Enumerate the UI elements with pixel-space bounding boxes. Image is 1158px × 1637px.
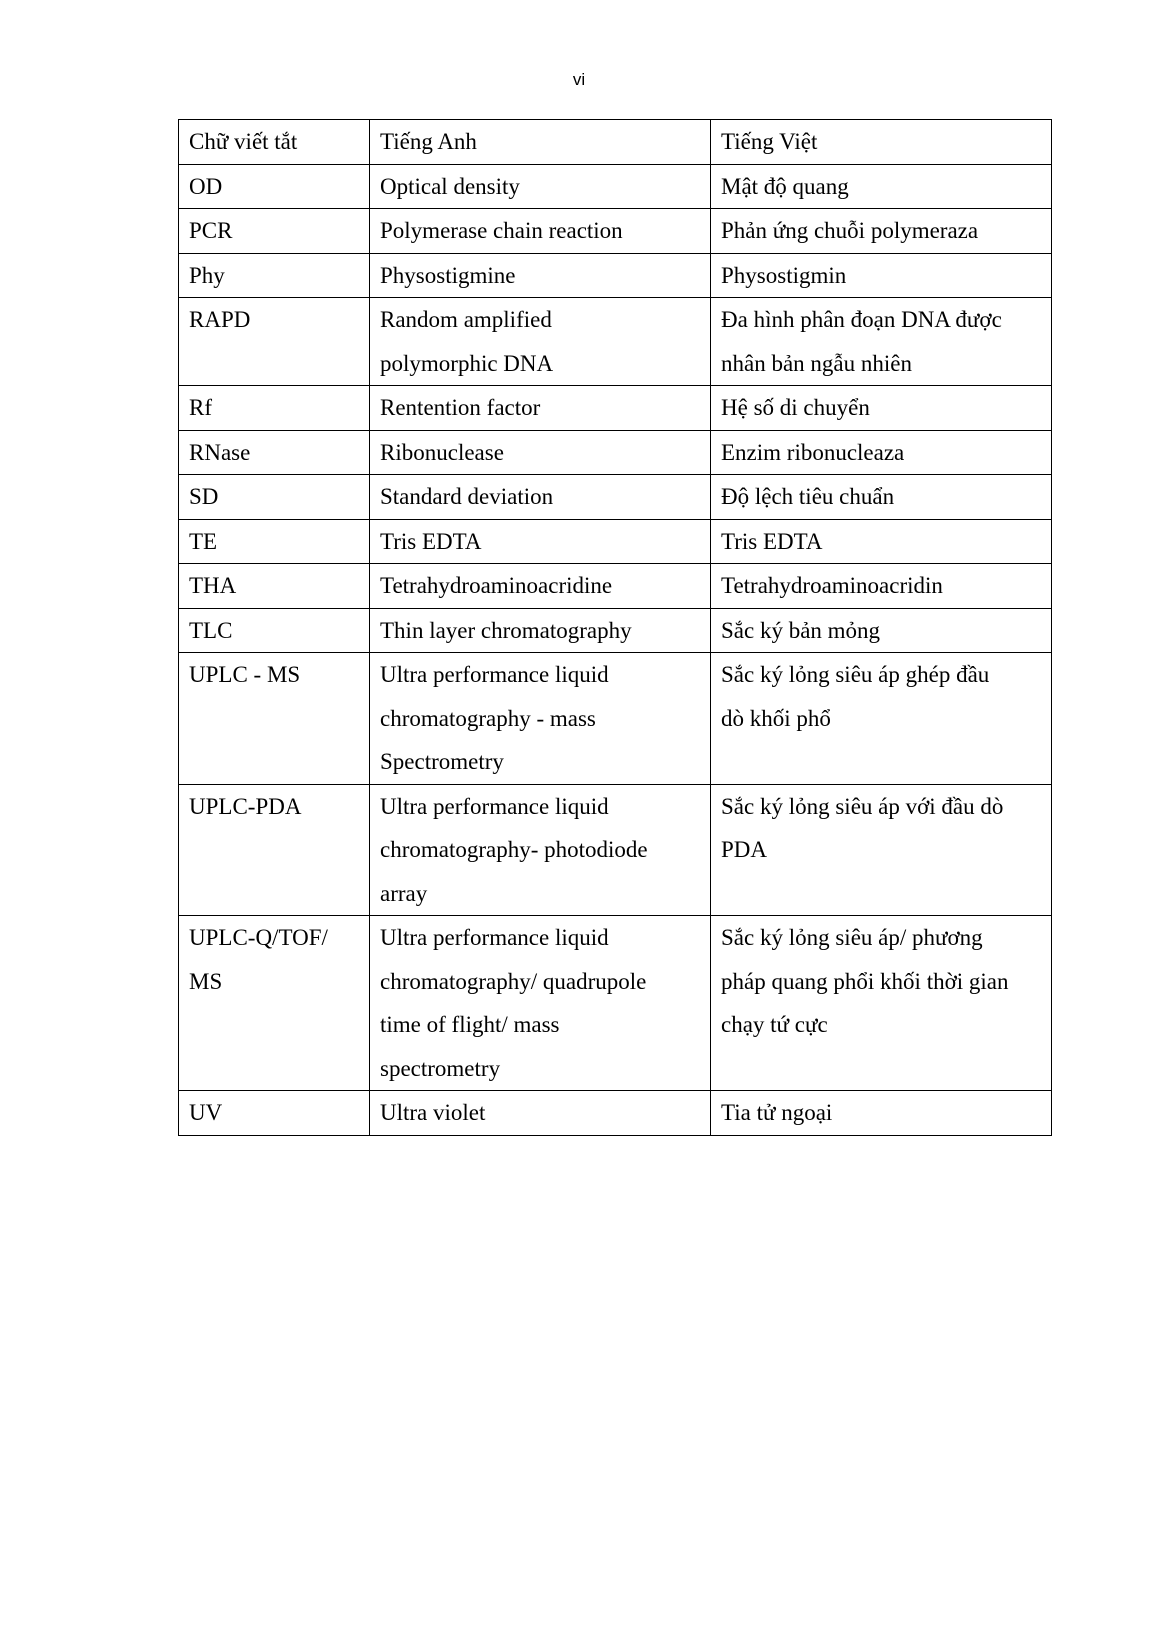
table-row [179,430,1052,475]
cell-english [370,430,711,475]
cell-abbreviation [179,916,370,1091]
cell-english [370,564,711,609]
table-row [179,475,1052,520]
cell-vietnamese [711,784,1052,916]
cell-abbreviation [179,430,370,475]
cell-vietnamese [711,164,1052,209]
header-vietnamese: Tiếng Việt [711,120,1052,165]
cell-text-line: Phản ứng chuỗi polymeraza [721,218,979,243]
cell-text-line: Sắc ký lỏng siêu áp ghép đầu [721,662,990,687]
cell-vietnamese [711,519,1052,564]
table-row [179,386,1052,431]
abbreviations-table [178,119,1052,1136]
cell-abbreviation [179,519,370,564]
cell-english [370,916,711,1091]
cell-text-line: Tetrahydroaminoacridin [721,573,943,598]
cell-english [370,1091,711,1136]
cell-text-line: Sắc ký bản mỏng [721,617,881,643]
cell-text-line: chromatography/ quadrupole [380,968,647,994]
cell-text-line: Ultra violet [380,1100,486,1125]
cell-text-line: Ultra performance liquid [380,662,609,687]
cell-english [370,164,711,209]
cell-english [370,209,711,254]
table-header-row [179,120,1052,165]
cell-text-line: chạy tứ cực [721,1012,828,1037]
page-number: vi [572,70,586,89]
table-row [179,784,1052,916]
cell-english [370,608,711,653]
cell-abbreviation [179,209,370,254]
cell-vietnamese [711,653,1052,785]
cell-text-line: Optical density [380,173,520,199]
cell-text-line: dò khối phổ [721,705,831,731]
cell-text-line: Hệ số di chuyển [721,395,870,420]
cell-english [370,519,711,564]
cell-text-line: RAPD [189,307,251,332]
cell-abbreviation [179,653,370,785]
cell-vietnamese [711,386,1052,431]
cell-text-line: RNase [189,439,251,465]
header-abbreviation: Chữ viết tắt [179,120,370,165]
cell-english [370,784,711,916]
cell-text-line: UPLC-PDA [189,793,302,819]
cell-text-line: UPLC-Q/TOF/ [189,925,328,950]
table-row [179,1091,1052,1136]
cell-abbreviation [179,784,370,916]
cell-english [370,298,711,386]
cell-english [370,653,711,785]
cell-text-line: Physostigmin [721,262,847,288]
cell-text-line: OD [189,173,223,199]
cell-text-line: Đa hình phân đoạn DNA được [721,307,1002,332]
cell-text-line: Tetrahydroaminoacridine [380,573,613,598]
cell-vietnamese [711,209,1052,254]
cell-vietnamese [711,608,1052,653]
cell-text-line: spectrometry [380,1055,501,1081]
cell-text-line: Rentention factor [380,395,541,420]
cell-text-line: Tris EDTA [721,528,823,554]
cell-text-line: Mật độ quang [721,173,849,199]
cell-text-line: UV [189,1100,223,1125]
cell-vietnamese [711,298,1052,386]
cell-text-line: pháp quang phổi khối thời gian [721,968,1009,994]
cell-text-line: Thin layer chromatography [380,617,632,643]
cell-text-line: Ultra performance liquid [380,793,609,819]
cell-text-line: Rf [189,395,212,420]
cell-vietnamese [711,916,1052,1091]
cell-text-line: polymorphic DNA [380,350,554,376]
table-body [179,120,1052,1136]
cell-english [370,386,711,431]
table-row [179,916,1052,1091]
cell-text-line: Tia tử ngoại [721,1100,833,1125]
cell-vietnamese [711,430,1052,475]
cell-text-line: Ribonuclease [380,439,504,465]
cell-text-line: Standard deviation [380,484,554,509]
cell-text-line: Sắc ký lỏng siêu áp với đầu dò [721,793,1004,819]
cell-text-line: array [380,880,428,906]
cell-text-line: PCR [189,218,233,243]
cell-text-line: Phy [189,262,225,288]
cell-text-line: Spectrometry [380,749,504,774]
cell-text-line: MS [189,968,223,994]
cell-abbreviation [179,475,370,520]
cell-text-line: Độ lệch tiêu chuẩn [721,484,895,509]
cell-vietnamese [711,475,1052,520]
cell-abbreviation [179,608,370,653]
cell-text-line: THA [189,573,237,598]
cell-text-line: time of flight/ mass [380,1012,560,1037]
table-row [179,298,1052,386]
cell-text-line: UPLC - MS [189,662,301,687]
cell-text-line: chromatography- photodiode [380,837,648,862]
cell-abbreviation [179,164,370,209]
cell-text-line: Tris EDTA [380,528,482,554]
cell-text-line: Physostigmine [380,262,516,288]
cell-text-line: Polymerase chain reaction [380,218,623,243]
table-row [179,253,1052,298]
cell-vietnamese [711,564,1052,609]
cell-english [370,253,711,298]
cell-text-line: TE [189,528,218,554]
cell-abbreviation [179,253,370,298]
cell-abbreviation [179,1091,370,1136]
table-row [179,519,1052,564]
cell-text-line: Sắc ký lỏng siêu áp/ phương [721,925,983,950]
cell-vietnamese [711,1091,1052,1136]
table-row [179,608,1052,653]
table-row [179,209,1052,254]
cell-english [370,475,711,520]
cell-abbreviation [179,564,370,609]
cell-text-line: chromatography - mass [380,705,596,731]
cell-abbreviation [179,298,370,386]
header-english: Tiếng Anh [370,120,711,165]
cell-text-line: Random amplified [380,307,552,332]
cell-text-line: nhân bản ngẫu nhiên [721,350,912,376]
table-row [179,564,1052,609]
cell-vietnamese [711,253,1052,298]
cell-text-line: Ultra performance liquid [380,925,609,950]
cell-abbreviation [179,386,370,431]
cell-text-line: SD [189,484,219,509]
table-row [179,164,1052,209]
table-row [179,653,1052,785]
cell-text-line: Enzim ribonucleaza [721,439,905,465]
cell-text-line: TLC [189,617,233,643]
cell-text-line: PDA [721,837,768,862]
